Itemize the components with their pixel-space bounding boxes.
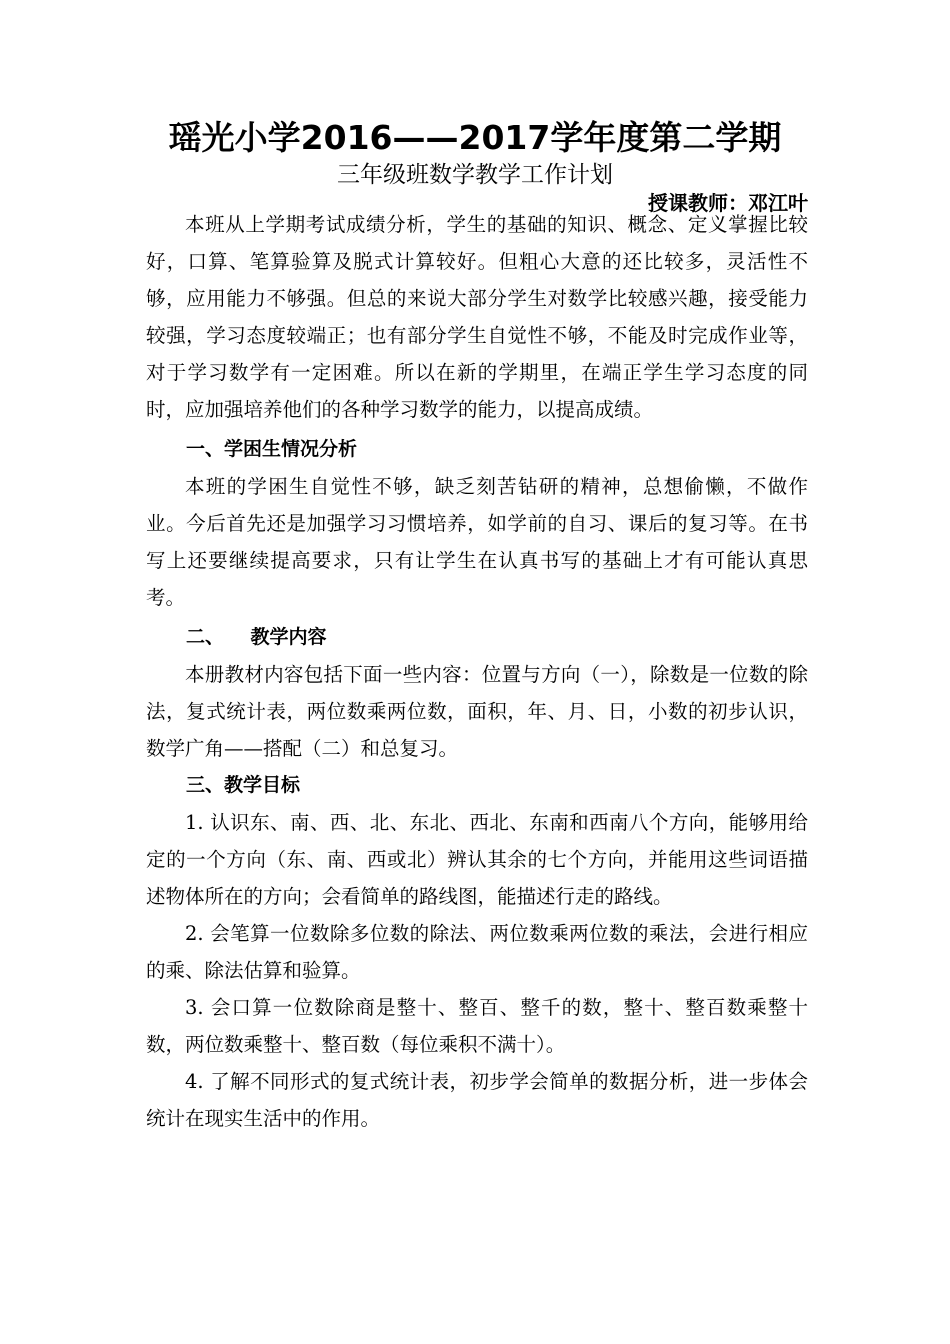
document-body	[146, 206, 808, 1137]
intro-paragraph: 本班从上学期考试成绩分析，学生的基础的知识、概念、定义掌握比较好，口算、笔算验算及脱式计算较好。但粗心大意的还比较多，灵活性不够，应用能力不够强。但总的来说大部分学生对数学比较感兴趣，接受能力较强，学习态度较端正；也有部分学生自觉性不够，不能及时完成作业等，对于学习数学有一定困难。所以在新的学期里，在端正学生学习态度的同时，应加强培养他们的各种学习数学的能力，以提高成绩。	[146, 213, 808, 421]
teacher-line: 授课教师：邓江叶	[648, 191, 808, 215]
section-heading-struggling-students: 一、学困生情况分析	[186, 438, 358, 460]
goal-item-3: 3. 会口算一位数除商是整十、整百、整千的数，整十、整百数乘整十数，两位数乘整十、整百数（每位乘积不满十）。	[146, 996, 808, 1056]
section-paragraph-struggling-students: 本班的学困生自觉性不够，缺乏刻苦钻研的精神，总想偷懒，不做作业。今后首先还是加强学习习惯培养，如学前的自习、课后的复习等。在书写上还要继续提高要求，只有让学生在认真书写的基础上才有可能认真思考。	[146, 475, 808, 609]
document-subtitle: 三年级班数学教学工作计划	[337, 162, 613, 188]
goal-item-2: 2. 会笔算一位数除多位数的除法、两位数乘两位数的乘法，会进行相应的乘、除法估算和验算。	[146, 922, 808, 982]
section-heading-teaching-goals: 三、教学目标	[186, 774, 301, 796]
section-paragraph-teaching-content: 本册教材内容包括下面一些内容：位置与方向（一），除数是一位数的除法，复式统计表，两位数乘两位数，面积，年、月、日，小数的初步认识，数学广角——搭配（二）和总复习。	[146, 663, 808, 760]
document-title: 瑶光小学2016——2017学年度第二学期	[168, 118, 782, 157]
section-heading-teaching-content: 二、 教学内容	[186, 626, 327, 648]
goal-item-1: 1. 认识东、南、西、北、东北、西北、东南和西南八个方向，能够用给定的一个方向（东、南、西或北）辨认其余的七个方向，并能用这些词语描述物体所在的方向；会看简单的路线图，能描述行走的路线。	[146, 811, 808, 908]
goal-item-4: 4. 了解不同形式的复式统计表，初步学会简单的数据分析，进一步体会统计在现实生活中的作用。	[146, 1070, 808, 1130]
